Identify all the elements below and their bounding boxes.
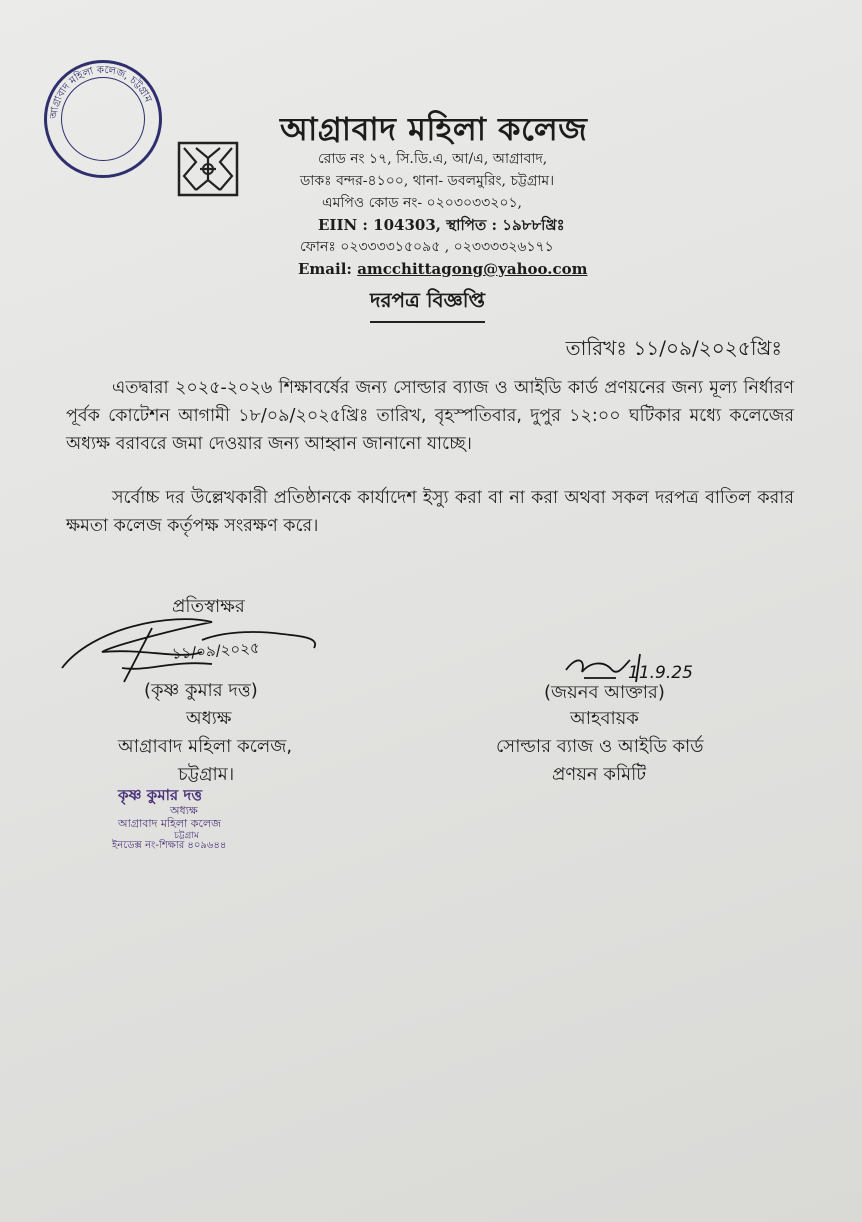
convener-signature-date: 11.9.25	[628, 663, 693, 683]
email-link[interactable]: amcchittagong@yahoo.com	[357, 260, 588, 278]
college-name: আগ্রাবাদ মহিলা কলেজ	[280, 110, 588, 148]
paragraph-2-text: সর্বোচ্চ দর উল্লেখকারী প্রতিষ্ঠানকে কার্যাদেশ ইস্যু করা বা না করা অথবা সকল দরপত্র বাতিল করার ক্ষমতা কলেজ কর্তৃপক্ষ সংরক্ষণ করে।	[66, 488, 794, 536]
principal-signature	[52, 608, 332, 686]
notice-paragraph-2	[66, 484, 794, 540]
notice-title: দরপত্র বিজ্ঞপ্তি	[370, 286, 485, 323]
principal-signature-date: ১১/০৯/২০২৫	[171, 638, 261, 663]
notice-paragraph-1	[66, 374, 794, 458]
committee-line-1: সোল্ডার ব্যাজ ও আইডি কার্ড	[496, 736, 704, 757]
countersign-label: প্রতিস্বাক্ষর	[172, 596, 245, 617]
seal-text: আগ্রাবাদ মহিলা কলেজ, চট্টগ্রাম	[48, 64, 154, 120]
address-line-1: রোড নং ১৭, সি.ডি.এ, আ/এ, আগ্রাবাদ,	[318, 151, 548, 167]
stamp-institution: আগ্রাবাদ মহিলা কলেজ	[118, 817, 221, 830]
stamp-designation: অধ্যক্ষ	[170, 804, 198, 817]
principal-designation: অধ্যক্ষ	[186, 708, 232, 729]
college-seal	[44, 60, 162, 178]
paragraph-1-text: এতদ্বারা ২০২৫-২০২৬ শিক্ষাবর্ষের জন্য সোল্ডার ব্যাজ ও আইডি কার্ড প্রণয়নের জন্য মূল্য নির্ধারণ পূর্বক কোটেশন আগামী ১৮/০৯/২০২৫খ্রিঃ তারিখ, বৃহস্পতিবার, দুপুর ১২:০০ ঘটিকার মধ্যে কলেজের অধ্যক্ষ বরাবরে জমা দেওয়ার জন্য আহ্বান জানানো যাচ্ছে।	[66, 378, 794, 454]
phone-line: ফোনঃ ০২৩৩৩৩১৫০৯৫ , ০২৩৩৩৩২৬১৭১	[300, 239, 554, 255]
stamp-city: চট্টগ্রাম	[174, 831, 199, 841]
mpo-code: এমপিও কোড নং- ০২০৩০৩৩২০১,	[322, 195, 522, 211]
committee-line-2: প্রণয়ন কমিটি	[552, 764, 647, 785]
email-label: Email:	[298, 260, 352, 278]
principal-name: (কৃষ্ণ কুমার দত্ত)	[144, 680, 258, 701]
stamp-index: ইনডেক্স নং-শিক্ষার ৪০৯৬৪৪	[112, 840, 227, 851]
svg-text:আগ্রাবাদ মহিলা কলেজ, চট্টগ্রাম	[49, 65, 154, 121]
notice-date: তারিখঃ ১১/০৯/২০২৫খ্রিঃ	[565, 336, 782, 360]
stamp-name: কৃষ্ণ কুমার দত্ত	[118, 786, 203, 804]
seal-text-ring	[47, 63, 159, 175]
principal-city: চট্টগ্রাম।	[178, 764, 235, 785]
college-logo	[176, 140, 240, 198]
eiin-line: EIIN : 104303, স্থাপিত : ১৯৮৮খ্রিঃ	[318, 216, 565, 234]
address-line-2: ডাকঃ বন্দর-৪১০০, থানা- ডবলমুরিং, চট্টগ্রাম।	[300, 173, 555, 189]
email-line	[298, 258, 587, 280]
principal-institution: আগ্রাবাদ মহিলা কলেজ,	[118, 736, 293, 757]
convener-designation: আহবায়ক	[570, 708, 639, 729]
convener-name: (জয়নব আক্তার)	[544, 682, 665, 703]
